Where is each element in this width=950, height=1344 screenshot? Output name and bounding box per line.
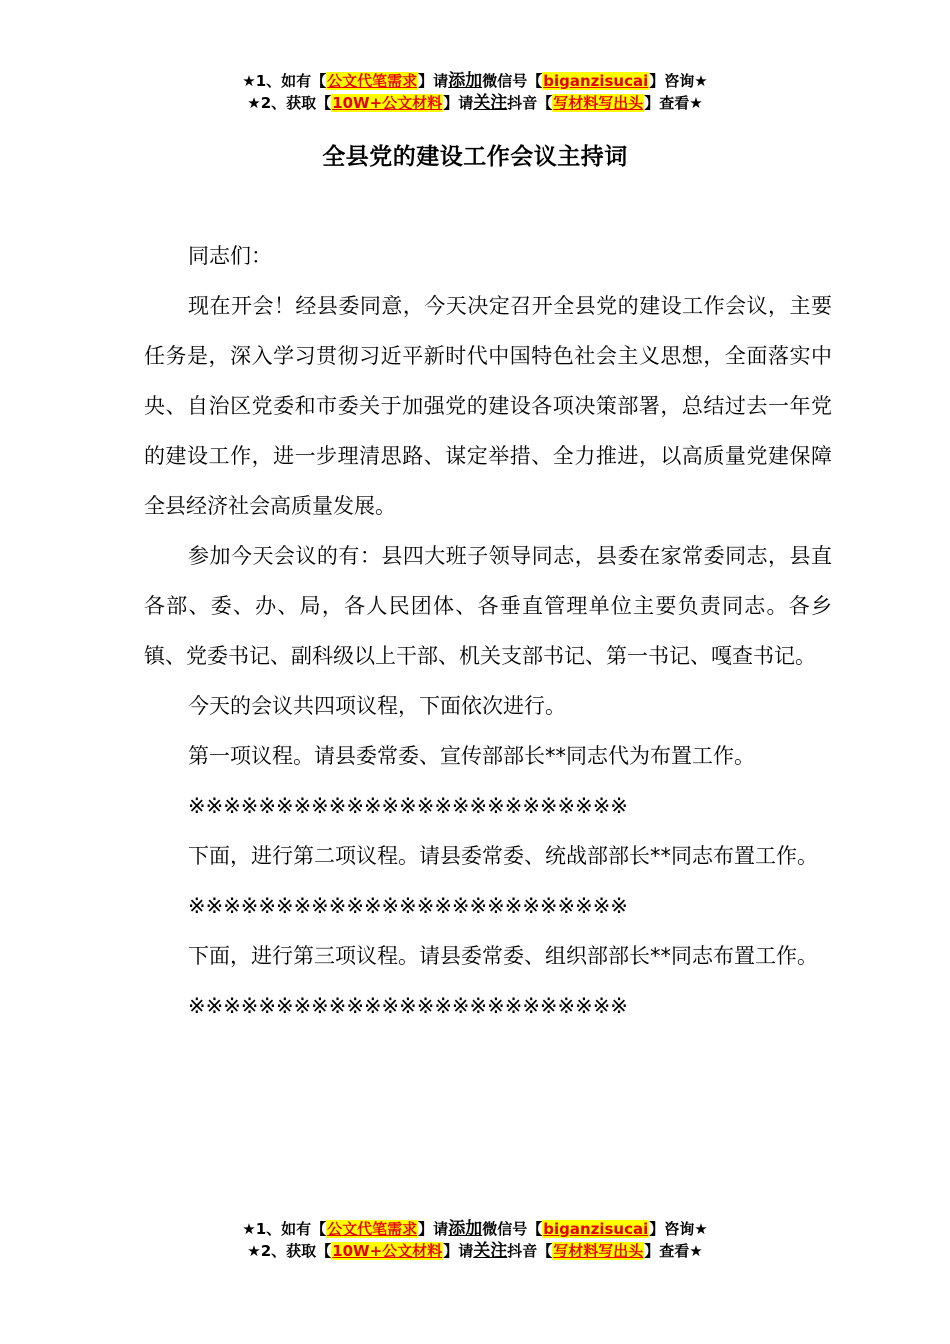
highlight-douyin-account: 写材料写出头 [553, 1242, 644, 1260]
banner-text: 】查看★ [644, 94, 703, 112]
paragraph-agenda: 今天的会议共四项议程，下面依次进行。 [188, 694, 566, 718]
paragraph-attendees: 参加今天会议的有：县四大班子领导同志，县委在家常委同志，县直各部、委、办、局，各人民团体、各垂直管理单位主要负责同志。各乡镇、党委书记、副科级以上干部、机关支部书记、第一书记、嘎查书记。 [144, 544, 832, 668]
banner-text: 微信号【 [482, 72, 543, 90]
banner-text: ★1、如有【 [242, 72, 327, 90]
banner-text: 抖音【 [507, 94, 553, 112]
paragraph-salutation: 同志们： [188, 244, 272, 268]
banner-text: 】查看★ [644, 1242, 703, 1260]
banner-text: ★2、获取【 [247, 94, 332, 112]
banner-text: 】请 [418, 72, 449, 90]
highlight-douyin-account: 写材料写出头 [553, 94, 644, 112]
banner-text: ★1、如有【 [242, 1220, 327, 1238]
banner-emphasis: 关注 [473, 93, 508, 113]
banner-text: 】请 [443, 94, 474, 112]
banner-line-2 [0, 1240, 950, 1262]
highlight-materials: 10W+公文材料 [332, 1242, 443, 1260]
banner-emphasis: 添加 [448, 1219, 483, 1239]
paragraph-item-2: 下面，进行第二项议程。请县委常委、统战部部长**同志布置工作。 [188, 844, 818, 868]
header-banner [0, 70, 950, 114]
banner-text: 抖音【 [507, 1242, 553, 1260]
banner-text: 】请 [443, 1242, 474, 1260]
separator-marks: ※※※※※※※※※※※※※※※※※※※※※※※※※ [188, 794, 628, 818]
banner-line-1 [0, 70, 950, 92]
separator-marks: ※※※※※※※※※※※※※※※※※※※※※※※※※ [188, 894, 628, 918]
banner-emphasis: 关注 [473, 1241, 508, 1261]
separator-marks: ※※※※※※※※※※※※※※※※※※※※※※※※※ [188, 994, 628, 1018]
banner-emphasis: 添加 [448, 71, 483, 91]
banner-text: 微信号【 [482, 1220, 543, 1238]
paragraph-item-3: 下面，进行第三项议程。请县委常委、组织部部长**同志布置工作。 [188, 944, 818, 968]
highlight-service: 公文代笔需求 [327, 1220, 418, 1238]
paragraph-opening: 现在开会！经县委同意，今天决定召开全县党的建设工作会议，主要任务是，深入学习贯彻习近平新时代中国特色社会主义思想，全面落实中央、自治区党委和市委关于加强党的建设各项决策部署，总结过去一年党的建设工作，进一步理清思路、谋定举措、全力推进，以高质量党建保障全县经济社会高质量发展。 [144, 294, 832, 518]
banner-text: 】咨询★ [649, 72, 708, 90]
document-body [144, 231, 832, 1031]
banner-line-1 [0, 1218, 950, 1240]
highlight-materials: 10W+公文材料 [332, 94, 443, 112]
paragraph-item-1: 第一项议程。请县委常委、宣传部部长**同志代为布置工作。 [188, 744, 755, 768]
banner-line-2 [0, 92, 950, 114]
banner-text: ★2、获取【 [247, 1242, 332, 1260]
highlight-wechat-id: biganzisucai [543, 72, 649, 90]
highlight-service: 公文代笔需求 [327, 72, 418, 90]
banner-text: 】咨询★ [649, 1220, 708, 1238]
footer-banner [0, 1218, 950, 1262]
document-title: 全县党的建设工作会议主持词 [322, 144, 628, 170]
banner-text: 】请 [418, 1220, 449, 1238]
highlight-wechat-id: biganzisucai [543, 1220, 649, 1238]
